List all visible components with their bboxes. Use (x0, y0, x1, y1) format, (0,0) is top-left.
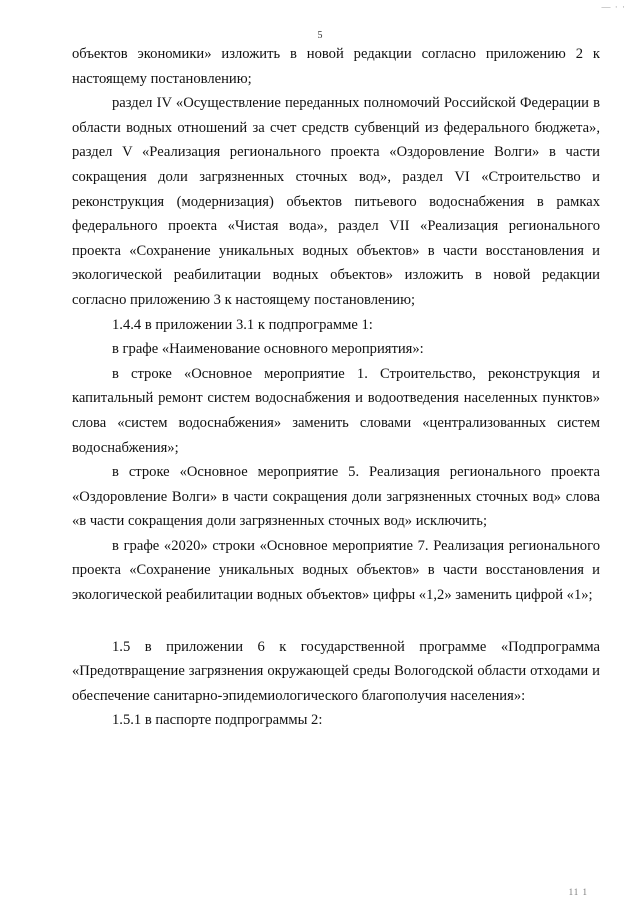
paragraph-measure-1: в строке «Основное мероприятие 1. Строительство, реконструкция и капитальный ремонт систем водоснабжения и водоотведения населенных пунктов» слова «систем водоснабжения» заменить словами «централизованных систем водоснабжения»; (72, 365, 600, 456)
scan-footer-mark: 11 1 (568, 887, 588, 897)
document-body (72, 42, 600, 733)
paragraph-measure-7: в графе «2020» строки «Основное мероприятие 7. Реализация регионального проекта «Сохранение уникальных водных объектов» в части восстановления и экологической реабилитации водных объектов» цифры «1,2» заменить цифрой «1»; (72, 537, 600, 604)
paragraph-column-name: в графе «Наименование основного мероприятия»: (112, 341, 424, 358)
paragraph-gap (72, 608, 600, 635)
scan-corner-mark: — · · (601, 2, 626, 12)
paragraph-continuation: объектов экономики» изложить в новой редакции согласно приложению 2 к настоящему постановлению; (72, 46, 600, 87)
paragraph-1-5-1: 1.5.1 в паспорте подпрограммы 2: (112, 712, 323, 729)
paragraph-measure-5: в строке «Основное мероприятие 5. Реализация регионального проекта «Оздоровление Волги» в части сокращения доли загрязненных сточных вод» слова «в части сокращения доли загрязненных сточных вод» исключить; (72, 464, 600, 530)
paragraph-1-4-4: 1.4.4 в приложении 3.1 к подпрограмме 1: (112, 316, 373, 333)
page-number: 5 (317, 30, 323, 41)
paragraph-sections-iv-vii: раздел IV «Осуществление переданных полномочий Российской Федерации в области водных отношений за счет средств субвенций из федерального бюджета», раздел V «Реализация регионального проекта «Оздоровление Волги» в части сокращения доли загрязненных сточных вод», раздел VI «Строительство и реконструкция (модернизация) объектов питьевого водоснабжения в рамках федерального проекта «Чистая вода», раздел VII «Реализация регионального проекта «Сохранение уникальных водных объектов» в части восстановления и экологической реабилитации водных объектов» изложить в новой редакции согласно приложению 3 к настоящему постановлению; (72, 95, 600, 308)
paragraph-1-5: 1.5 в приложении 6 к государственной программе «Подпрограмма «Предотвращение загрязнения окружающей среды Вологодской области отходами и обеспечение санитарно-эпидемиологического благополучия населения»: (72, 638, 600, 704)
